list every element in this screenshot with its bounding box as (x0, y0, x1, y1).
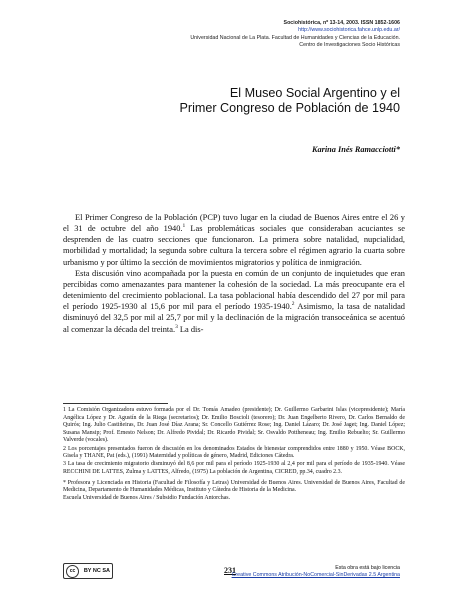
paragraph-1 (63, 212, 405, 268)
journal-citation: Sociohistórica, nº 13-14, 2003. ISSN 1852-1606 (283, 20, 400, 26)
author-affiliation-2: Escuela Universidad de Buenos Aires / Subsidio Fundación Antorchas. (63, 495, 231, 502)
author-affiliation: * Profesora y Licenciada en Historia (Facultad de Filosofía y Letras) Universidad de Buenos Aires. Universidad de Buenos Aires, Facultad de Medicina, Departamento de Humanidades Médicas, Instituto y Cátedra de Historia de la Medicina. (63, 479, 405, 494)
article-body (63, 212, 405, 335)
centre-line: Centro de Investigaciones Socio Históricas (299, 41, 400, 48)
paragraph-2-text: Esta discusión vino acompañada por la puesta en común de un conjunto de inquietudes que eran percibidas como amenazantes para mantener la cohesión de la sociedad. La más preocupante era el detenimiento del crecimiento poblacional. La tasa poblacional había descendido del 27 por mil para el período 1925-1930 al 15,6 por mil para el período 1935-1940. (63, 268, 405, 312)
paragraph-2-text-2: Asimismo, la tasa de natalidad disminuyó del 32,5 por mil al 25,7 por mil y la declinación de la migración transoceánica se acentuó al comenzar la década del treinta. (63, 302, 405, 334)
paragraph-2 (63, 268, 405, 335)
license-line-1: Esta obra está bajo licencia (335, 565, 400, 571)
title-line-1: El Museo Social Argentino y el (229, 86, 400, 100)
page-number: 231 (224, 566, 236, 575)
license-notice (232, 565, 400, 580)
footnote-divider (63, 403, 168, 404)
footnote-ref-3[interactable]: 3 (175, 323, 178, 330)
cc-icon: cc (66, 565, 79, 578)
paragraph-1-text-2: Las problemáticas sociales que consideraban acuciantes se desprenden de las cuatro secciones que funcionaron. La primera sobre natalidad, nupcialidad, morbilidad y mortalidad; la segunda sobre cultura la tercera sobre el régimen agrario la cuarta sobre urbanismo y por último la sección de movimientos migratorios y política de inmigración. (63, 224, 405, 267)
footnote-3: 3 La tasa de crecimiento migratorio disminuyó del 8,6 por mil para el período 1925-1930 al 2,4 por mil para el período de 1935-1940. Véase RECCHINI DE LATTES, Zulma y LATTES, Alfredo, (1975) La población de Argentina, CICRED, pp.34, cuadro 2.3. (63, 461, 405, 475)
journal-header (190, 20, 400, 49)
author-name: Karina Inés Ramacciotti* (311, 145, 400, 154)
paragraph-2-text-3: La dis- (177, 324, 204, 334)
paragraph-1-text: El Primer Congreso de la Población (PCP) tuvo lugar en la ciudad de Buenos Aires entre el 26 y el 31 de octubre del año 1940. (63, 213, 405, 234)
footnote-1: 1 La Comisión Organizadora estuvo formada por el Dr. Tomás Amadeo (presidente); Dr. Guillermo Garbarini Islas (vicepresidente); María Angélica López y Dr. Agustín de la Riega (secretarios); Dr. Emilio Boscioli (tesorero); Dr. Juan Engelberto Rivero, Dr. Carlos Bernaldo de Quirós; Ing. Julio Castiñeiras, Dr. Juan José Díaz Arana; Sr. Concello Gutiérrez Rose; Ing. Daniel Lázaro; Dr. José Jaget; Ing. Daniel López; Susana Mansip; Prof. Ernesto Nelson; Dr. Alfredo Pividal; Dr. Ricardo Pividal; Sr. Osvaldo Pottheneau; Ing. Emilio Rebuelto; Sr. Guillermo Valverde (vocales). (63, 407, 405, 444)
title-line-2: Primer Congreso de Población de 1940 (179, 101, 400, 115)
article-title (179, 86, 400, 116)
journal-url[interactable]: http://www.sociohistorica.fahce.unlp.edu.ar/ (298, 27, 400, 34)
creative-commons-badge[interactable] (63, 563, 113, 579)
footnote-ref-1[interactable]: 1 (182, 223, 186, 230)
cc-label: BY NC SA (83, 568, 110, 574)
university-line: Universidad Nacional de La Plata. Facultad de Humanidades y Ciencias de la Educación. (190, 34, 400, 41)
footnote-ref-2[interactable]: 2 (291, 301, 295, 308)
license-link[interactable]: Creative Commons Atribución-NoComercial-SinDerivadas 2.5 Argentina (231, 572, 400, 579)
footnotes (63, 407, 405, 504)
footnote-2: 2 Los porcentajes presentados fueron de discusión en los denominados Estados de bienestar comprendidos entre 1880 y 1950. Véase BOCK, Gisela y THANE, Pat (eds.), (1991) Maternidad y políticas de género, Madrid, Ediciones Cátedra. (63, 445, 405, 460)
